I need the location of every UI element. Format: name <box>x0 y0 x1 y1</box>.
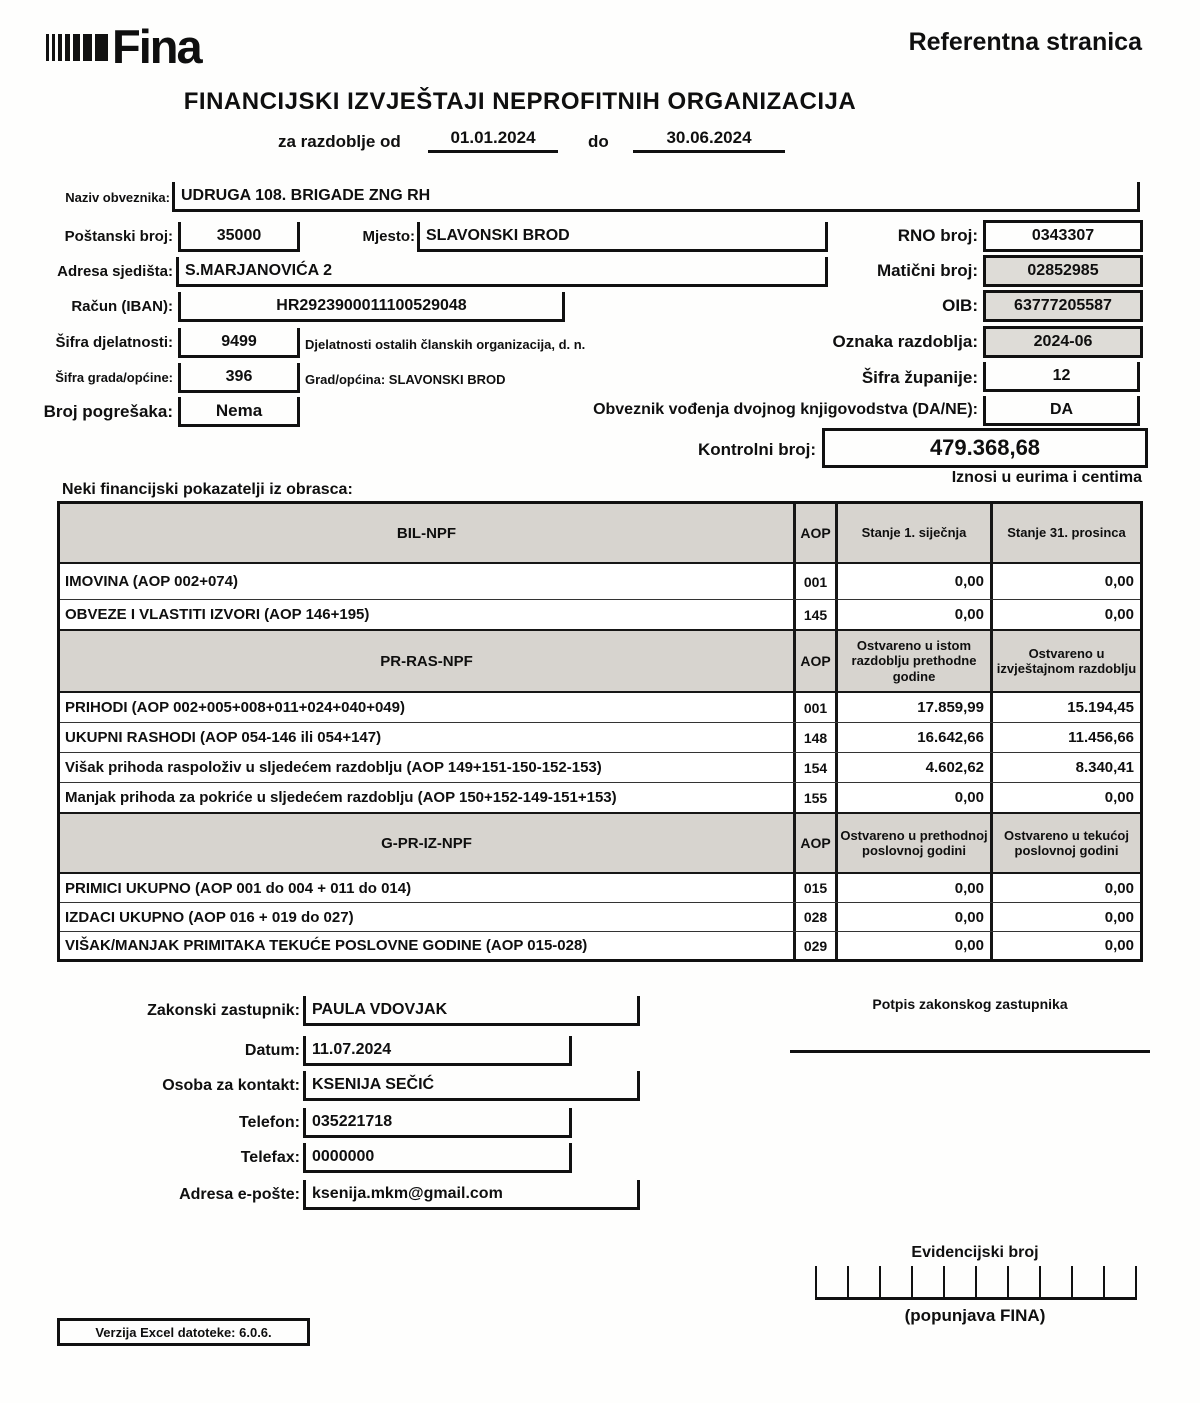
osoba-za-kontakt-label: Osoba za kontakt: <box>162 1077 300 1094</box>
aop-header: AOP <box>796 504 838 562</box>
postanski-broj-value: 35000 <box>216 226 262 244</box>
table-section-header-bil <box>60 504 1140 562</box>
telefax-value: 0000000 <box>312 1147 375 1165</box>
sifra-djelatnosti-field <box>178 328 300 358</box>
row-value-2: 0,00 <box>1104 789 1134 806</box>
sifra-djelatnosti-value: 9499 <box>221 332 257 350</box>
table-row <box>60 782 1140 812</box>
table-row <box>60 562 1140 599</box>
fina-logo-bars-icon <box>46 24 108 70</box>
datum-value: 11.07.2024 <box>312 1040 392 1058</box>
maticni-broj-label: Matični broj: <box>876 261 978 280</box>
adresa-sjedista-value: S.MARJANOVIĆA 2 <box>185 261 332 279</box>
naziv-obveznika-label: Naziv obveznika: <box>65 190 170 205</box>
zakonski-zastupnik-label: Zakonski zastupnik: <box>147 1002 300 1019</box>
row-aop: 145 <box>796 600 838 629</box>
iznosi-note: Iznosi u eurima i centima <box>951 469 1142 486</box>
row-value-1: 16.642,66 <box>838 723 993 752</box>
mjesto-field <box>417 222 828 252</box>
oznaka-razdoblja-label: Oznaka razdoblja: <box>832 332 978 351</box>
aop-header: AOP <box>796 631 838 691</box>
table-row <box>60 872 1140 902</box>
row-aop: 028 <box>796 903 838 931</box>
row-label: UKUPNI RASHODI (AOP 054-146 ili 054+147) <box>60 723 796 752</box>
postanski-broj-field <box>178 222 300 252</box>
rno-broj-value: 0343307 <box>1031 227 1095 244</box>
adresa-eposte-field <box>303 1180 640 1210</box>
table-row <box>60 931 1140 959</box>
row-value-1: 0,00 <box>838 932 993 959</box>
fina-logo <box>46 20 201 73</box>
row-value-2: 0,00 <box>1104 573 1134 590</box>
row-label: PRIHODI (AOP 002+005+008+011+024+040+049) <box>60 693 796 722</box>
aop-header: AOP <box>796 814 838 872</box>
table-row <box>60 599 1140 629</box>
verzija-label: Verzija Excel datoteke: 6.0.6. <box>95 1324 272 1340</box>
row-label: IZDACI UKUPNO (AOP 016 + 019 do 027) <box>60 903 796 931</box>
broj-pogresaka-label: Broj pogrešaka: <box>43 402 173 421</box>
row-value-1: 17.859,99 <box>838 693 993 722</box>
col2-header: Ostvareno u tekućoj poslovnoj godini <box>1004 827 1129 858</box>
row-value-1: 0,00 <box>838 564 993 599</box>
row-value-2: 0,00 <box>1104 879 1134 897</box>
evidencijski-broj-label: Evidencijski broj <box>911 1244 1039 1261</box>
row-label: VIŠAK/MANJAK PRIMITAKA TEKUĆE POSLOVNE GODINE (AOP 015-028) <box>60 932 796 959</box>
maticni-broj-value: 02852985 <box>1027 262 1099 279</box>
oib-field <box>983 290 1143 322</box>
adresa-sjedista-label: Adresa sjedišta: <box>57 263 173 280</box>
row-value-2: 8.340,41 <box>1075 759 1134 776</box>
grad-opcina-desc: Grad/općina: SLAVONSKI BROD <box>305 372 506 387</box>
broj-pogresaka-field <box>178 397 300 427</box>
rno-broj-label: RNO broj: <box>897 226 978 245</box>
row-aop: 001 <box>796 564 838 599</box>
row-label: Višak prihoda raspoloživ u sljedećem razdoblju (AOP 149+151-150-152-153) <box>60 753 796 782</box>
potpis-label: Potpis zakonskog zastupnika <box>872 996 1068 1012</box>
djelatnost-desc: Djelatnosti ostalih članskih organizacija, d. n. <box>305 337 586 352</box>
telefon-field <box>303 1108 572 1138</box>
row-value-2: 0,00 <box>1104 606 1134 623</box>
period-prefix: za razdoblje od <box>278 132 401 151</box>
rno-broj-field <box>983 220 1143 252</box>
row-label: OBVEZE I VLASTITI IZVORI (AOP 146+195) <box>60 600 796 629</box>
form-title: FINANCIJSKI IZVJEŠTAJI NEPROFITNIH ORGANIZACIJA <box>183 88 857 115</box>
table-row <box>60 691 1140 722</box>
postanski-broj-label: Poštanski broj: <box>64 228 173 245</box>
table-row <box>60 752 1140 782</box>
sifra-grada-value: 396 <box>225 367 253 385</box>
col2-header: Ostvareno u izvještajnom razdoblju <box>996 645 1137 676</box>
row-aop: 029 <box>796 932 838 959</box>
telefax-field <box>303 1143 572 1173</box>
kontrolni-broj-label: Kontrolni broj: <box>697 440 816 459</box>
row-value-1: 0,00 <box>838 783 993 812</box>
col1-header: Stanje 1. siječnja <box>838 504 993 562</box>
row-value-1: 0,00 <box>838 874 993 902</box>
sifra-zupanije-value: 12 <box>1052 366 1071 384</box>
sifra-grada-label: Šifra grada/općine: <box>55 370 173 385</box>
row-label: PRIMICI UKUPNO (AOP 001 do 004 + 011 do 014) <box>60 874 796 902</box>
row-value-2: 11.456,66 <box>1068 729 1134 746</box>
naziv-obveznika-field <box>172 182 1140 212</box>
row-aop: 001 <box>796 693 838 722</box>
mjesto-value: SLAVONSKI BROD <box>426 226 570 244</box>
row-value-1: 0,00 <box>838 903 993 931</box>
table-intro: Neki financijski pokazatelji iz obrasca: <box>62 481 353 498</box>
sifra-grada-field <box>178 363 300 393</box>
col1-header: Ostvareno u prethodnoj poslovnoj godini <box>838 814 993 872</box>
oib-label: OIB: <box>942 296 978 315</box>
row-aop: 154 <box>796 753 838 782</box>
period-from-value: 01.01.2024 <box>428 128 558 153</box>
oib-value: 63777205587 <box>1014 297 1112 314</box>
table-row <box>60 902 1140 931</box>
row-aop: 155 <box>796 783 838 812</box>
section-name: BIL-NPF <box>60 504 796 562</box>
osoba-za-kontakt-field <box>303 1071 640 1101</box>
table-row <box>60 722 1140 752</box>
table-section-header-gpriz <box>60 812 1140 872</box>
adresa-sjedista-field <box>176 257 828 287</box>
datum-label: Datum: <box>244 1042 300 1059</box>
evidencijski-broj-comb <box>815 1266 1137 1300</box>
sifra-zupanije-label: Šifra županije: <box>861 368 978 387</box>
adresa-eposte-value: ksenija.mkm@gmail.com <box>312 1184 503 1202</box>
kontrolni-broj-field <box>822 428 1148 468</box>
zakonski-zastupnik-value: PAULA VDOVJAK <box>312 1000 448 1018</box>
row-value-2: 0,00 <box>1104 908 1134 926</box>
table-section-header-prras <box>60 629 1140 691</box>
telefon-value: 035221718 <box>312 1112 393 1130</box>
telefax-label: Telefax: <box>240 1149 300 1166</box>
adresa-eposte-label: Adresa e-pošte: <box>179 1186 300 1203</box>
row-value-2: 0,00 <box>1104 937 1134 954</box>
racun-iban-value: HR2923900011100529048 <box>276 296 467 314</box>
naziv-obveznika-value: UDRUGA 108. BRIGADE ZNG RH <box>181 186 431 204</box>
row-value-1: 4.602,62 <box>838 753 993 782</box>
section-name: PR-RAS-NPF <box>60 631 796 691</box>
section-name: G-PR-IZ-NPF <box>60 814 796 872</box>
row-value-2: 15.194,45 <box>1067 699 1134 716</box>
datum-field <box>303 1036 572 1066</box>
page-label: Referentna stranica <box>908 28 1142 56</box>
row-aop: 015 <box>796 874 838 902</box>
fina-logo-text: Fina <box>112 20 201 73</box>
zakonski-zastupnik-field <box>303 996 640 1026</box>
racun-iban-field <box>178 292 565 322</box>
sifra-djelatnosti-label: Šifra djelatnosti: <box>55 334 173 351</box>
mjesto-label: Mjesto: <box>362 228 415 245</box>
period-do-label: do <box>588 132 609 151</box>
row-value-1: 0,00 <box>838 600 993 629</box>
col1-header: Ostvareno u istom razdoblju prethodne godine <box>838 631 993 691</box>
maticni-broj-field <box>983 255 1143 287</box>
dvojno-knjigovodstvo-value: DA <box>1049 400 1074 418</box>
financial-table <box>57 501 1143 962</box>
kontrolni-broj-value: 479.368,68 <box>929 435 1041 460</box>
dvojno-knjigovodstvo-field <box>983 396 1140 426</box>
period-to-value: 30.06.2024 <box>633 128 785 153</box>
col2-header: Stanje 31. prosinca <box>1007 525 1126 541</box>
oznaka-razdoblja-value: 2024-06 <box>1033 333 1093 350</box>
dvojno-knjigovodstvo-label: Obveznik vođenja dvojnog knjigovodstva (DA/NE): <box>593 401 978 418</box>
telefon-label: Telefon: <box>238 1114 300 1131</box>
row-label: IMOVINA (AOP 002+074) <box>60 564 796 599</box>
verzija-box <box>57 1318 310 1346</box>
signature-line <box>790 1014 1150 1053</box>
racun-iban-label: Račun (IBAN): <box>71 298 173 315</box>
broj-pogresaka-value: Nema <box>215 400 263 420</box>
popunjava-fina-label: (popunjava FINA) <box>904 1306 1046 1325</box>
osoba-za-kontakt-value: KSENIJA SEČIĆ <box>312 1075 435 1093</box>
oznaka-razdoblja-field <box>983 326 1143 358</box>
row-label: Manjak prihoda za pokriće u sljedećem razdoblju (AOP 150+152-149-151+153) <box>60 783 796 812</box>
sifra-zupanije-field <box>983 362 1140 392</box>
row-aop: 148 <box>796 723 838 752</box>
